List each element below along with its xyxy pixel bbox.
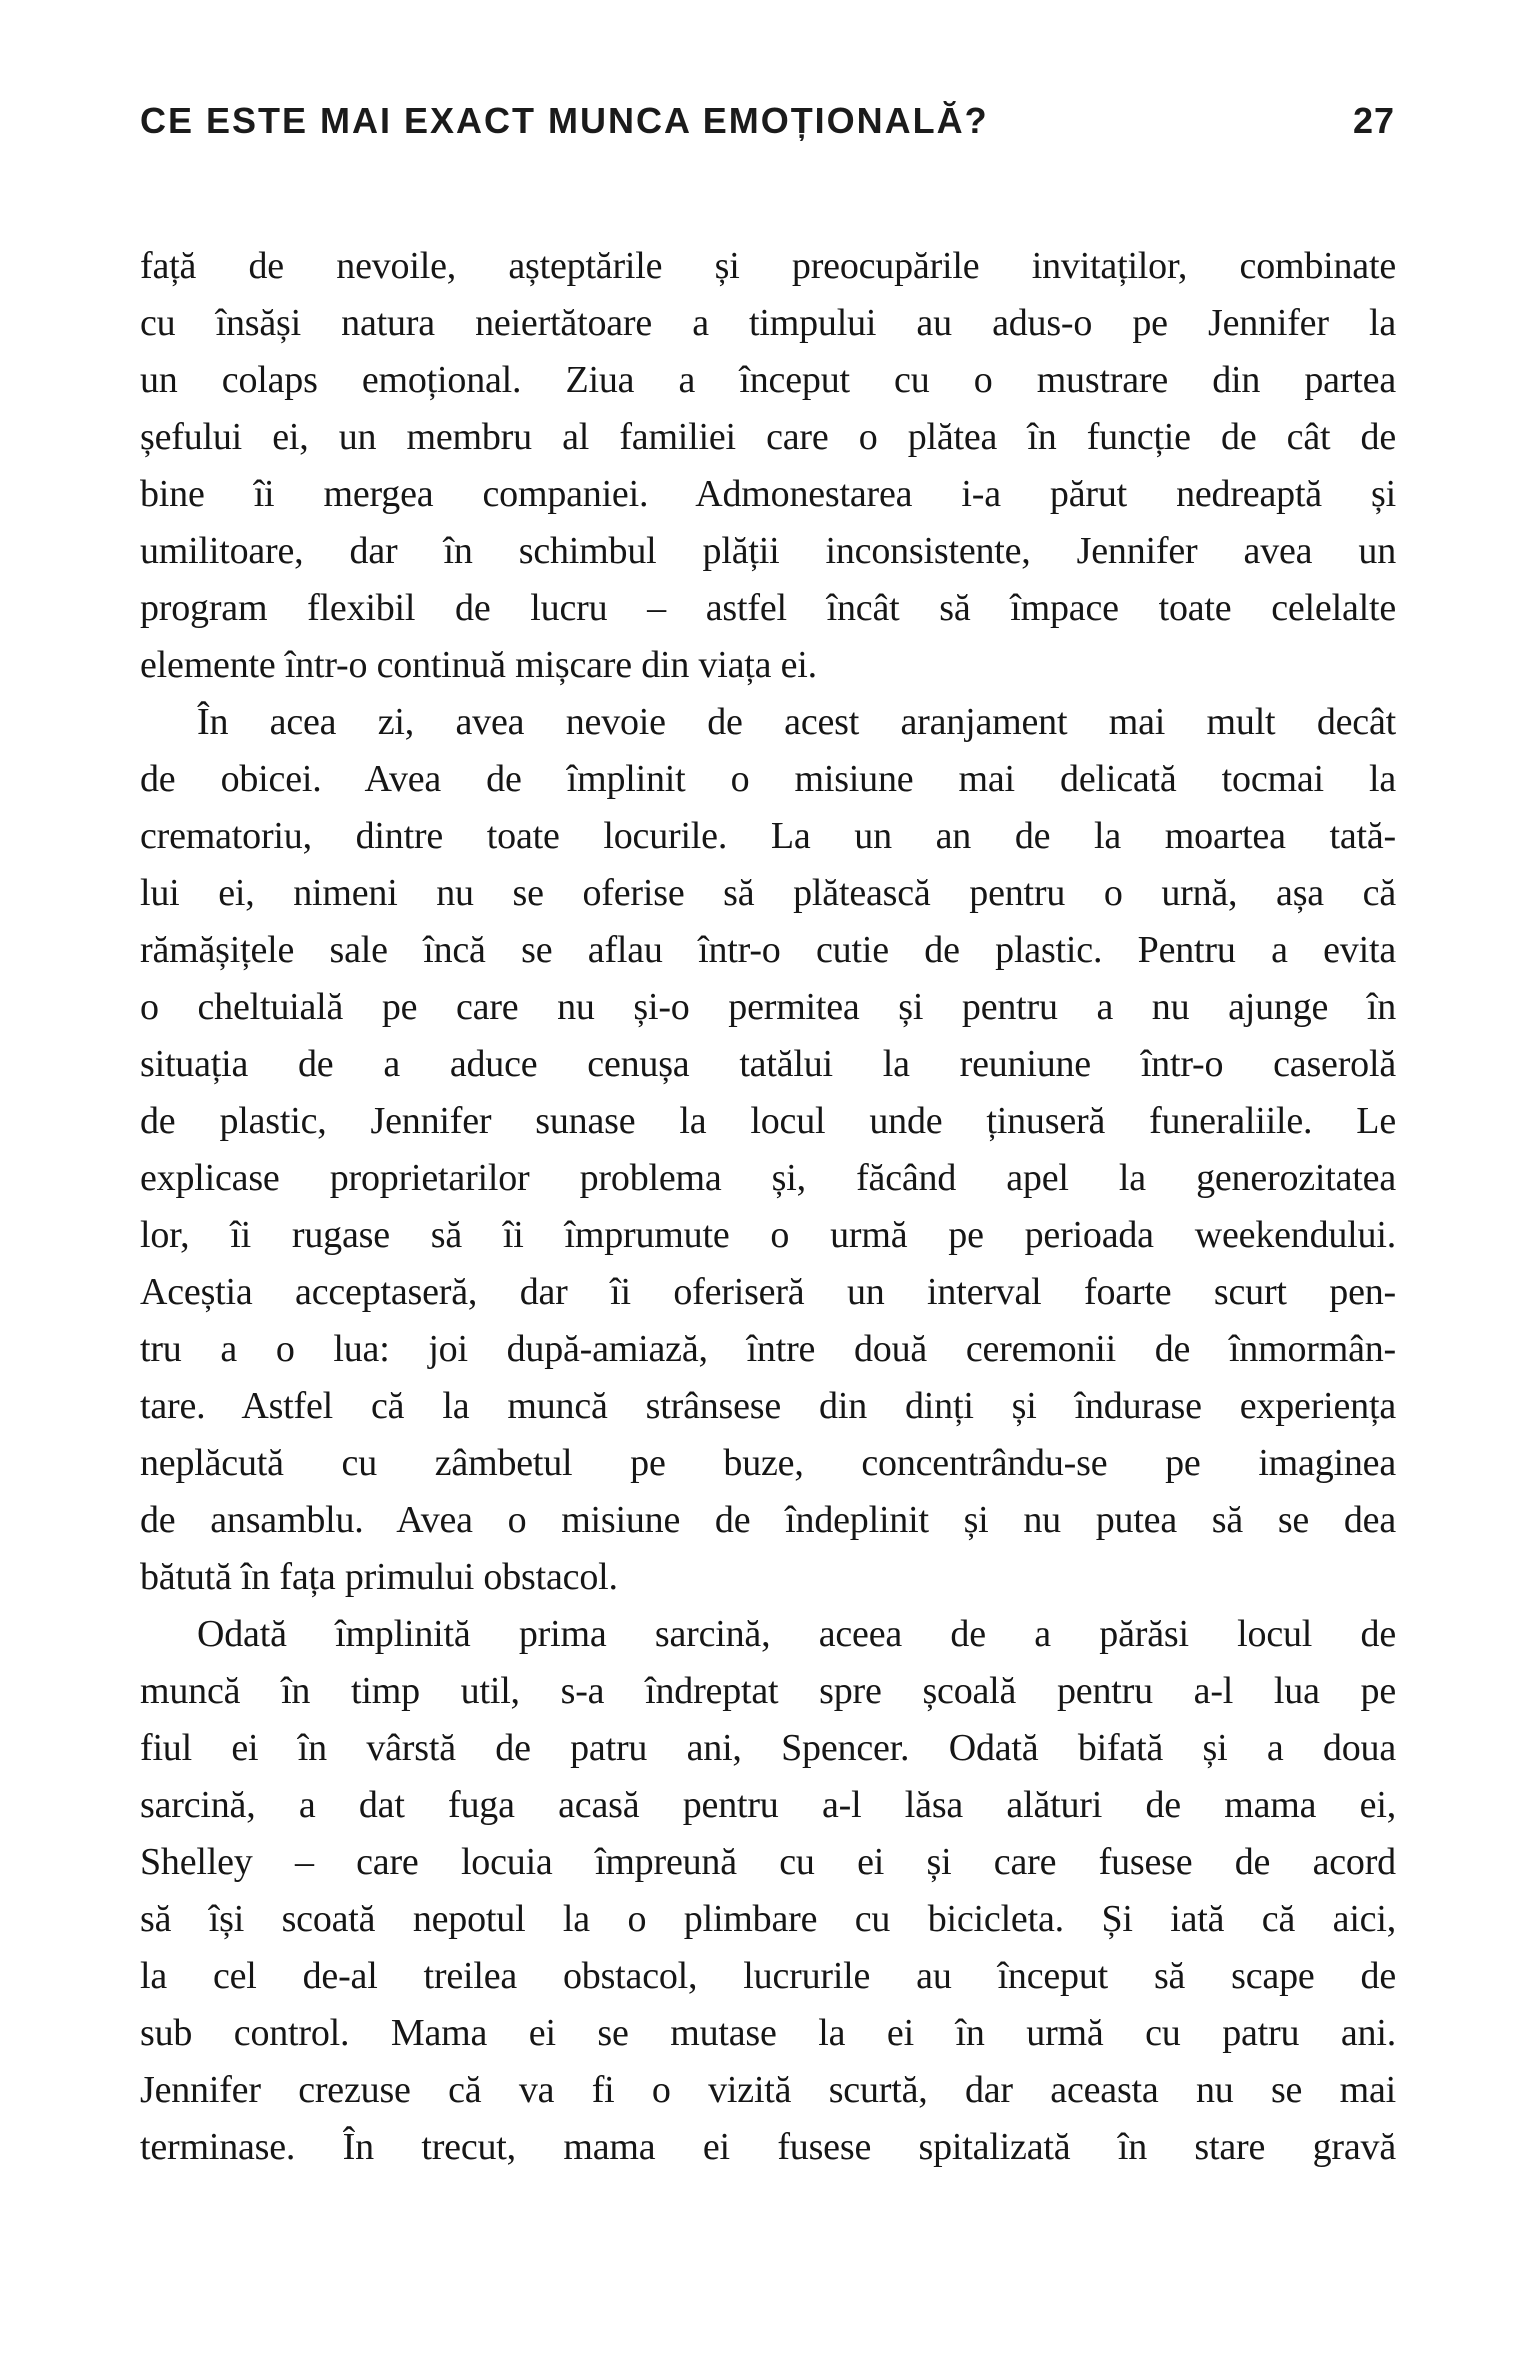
paragraph xyxy=(140,238,1396,694)
page-number: 27 xyxy=(1352,100,1395,141)
text-line: Jennifer crezuse că va fi o vizită scurtă, dar aceasta nu se mai xyxy=(140,2069,1396,2111)
text-line: bine îi mergea companiei. Admonestarea i-a părut nedreaptă și xyxy=(140,473,1396,515)
text-line: la cel de-al treilea obstacol, lucrurile au început să scape de xyxy=(140,1955,1396,1997)
paragraph xyxy=(140,694,1396,1606)
text-line: sarcină, a dat fuga acasă pentru a-l lăsa alături de mama ei, xyxy=(140,1784,1396,1826)
text-line: neplăcută cu zâmbetul pe buze, concentrându-se pe imaginea xyxy=(140,1442,1396,1484)
body-text xyxy=(140,238,1396,2176)
text-line: un colaps emoțional. Ziua a început cu o mustrare din partea xyxy=(140,359,1396,401)
text-line: lui ei, nimeni nu se oferise să plătească pentru o urnă, așa că xyxy=(140,872,1396,914)
text-line: să își scoată nepotul la o plimbare cu bicicleta. Și iată că aici, xyxy=(140,1898,1396,1940)
text-line: explicase proprietarilor problema și, făcând apel la generozitatea xyxy=(140,1157,1396,1199)
text-line: crematoriu, dintre toate locurile. La un an de la moartea tată- xyxy=(140,815,1396,857)
text-line: sub control. Mama ei se mutase la ei în urmă cu patru ani. xyxy=(140,2012,1396,2054)
text-line: Shelley – care locuia împreună cu ei și care fusese de acord xyxy=(140,1841,1396,1883)
text-line: rămășițele sale încă se aflau într-o cutie de plastic. Pentru a evita xyxy=(140,929,1396,971)
text-line: bătută în fața primului obstacol. xyxy=(140,1556,618,1598)
text-line: terminase. În trecut, mama ei fusese spitalizată în stare gravă xyxy=(140,2126,1396,2168)
text-line: elemente într-o continuă mișcare din viața ei. xyxy=(140,644,817,686)
text-line: față de nevoile, așteptările și preocupările invitaților, combinate xyxy=(140,245,1396,287)
text-line: În acea zi, avea nevoie de acest aranjament mai mult decât xyxy=(197,701,1396,743)
text-line: Odată împlinită prima sarcină, aceea de a părăsi locul de xyxy=(197,1613,1396,1655)
text-line: muncă în timp util, s-a îndreptat spre școală pentru a-l lua pe xyxy=(140,1670,1396,1712)
running-header xyxy=(140,100,1395,142)
text-line: fiul ei în vârstă de patru ani, Spencer. Odată bifată și a doua xyxy=(140,1727,1396,1769)
text-line: lor, îi rugase să îi împrumute o urmă pe perioada weekendului. xyxy=(140,1214,1396,1256)
text-line: situația de a aduce cenușa tatălui la reuniune într-o caserolă xyxy=(140,1043,1396,1085)
text-line: o cheltuială pe care nu și-o permitea și pentru a nu ajunge în xyxy=(140,986,1396,1028)
text-line: de plastic, Jennifer sunase la locul unde ținuseră funeraliile. Le xyxy=(140,1100,1396,1142)
text-line: Aceștia acceptaseră, dar îi oferiseră un interval foarte scurt pen- xyxy=(140,1271,1396,1313)
running-head-title: CE ESTE MAI EXACT MUNCA EMOȚIONALĂ? xyxy=(140,100,989,141)
text-line: de obicei. Avea de împlinit o misiune mai delicată tocmai la xyxy=(140,758,1396,800)
text-line: umilitoare, dar în schimbul plății inconsistente, Jennifer avea un xyxy=(140,530,1396,572)
text-line: de ansamblu. Avea o misiune de îndeplinit și nu putea să se dea xyxy=(140,1499,1396,1541)
text-line: tru a o lua: joi după-amiază, între două ceremonii de înmormân- xyxy=(140,1328,1396,1370)
text-line: tare. Astfel că la muncă strânsese din dinți și îndurase experiența xyxy=(140,1385,1396,1427)
text-line: șefului ei, un membru al familiei care o plătea în funcție de cât de xyxy=(140,416,1396,458)
text-line: cu însăși natura neiertătoare a timpului au adus-o pe Jennifer la xyxy=(140,302,1396,344)
text-line: program flexibil de lucru – astfel încât să împace toate celelalte xyxy=(140,587,1396,629)
paragraph xyxy=(140,1606,1396,2176)
